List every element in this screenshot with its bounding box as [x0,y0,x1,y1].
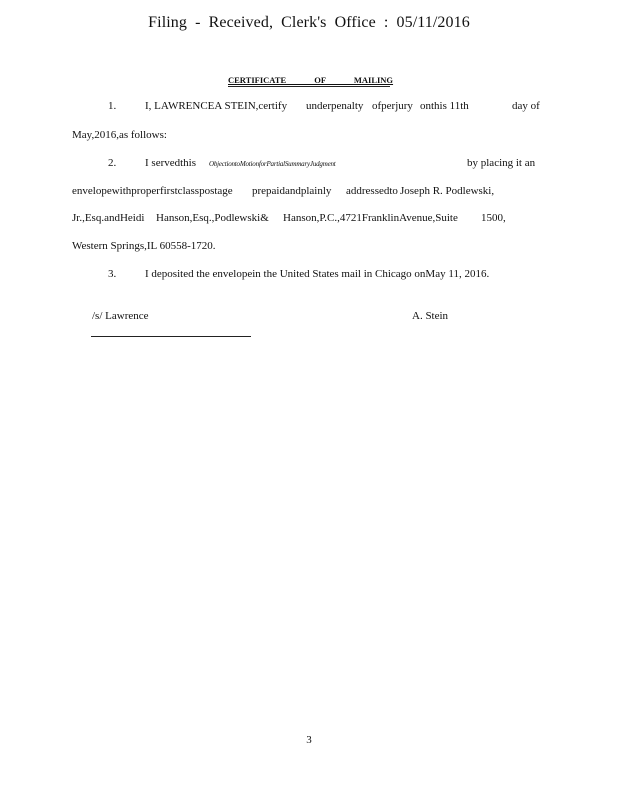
para2-line2-c: addressedto [346,185,398,197]
para2-line2-d: Joseph R. Podlewski, [400,185,495,197]
para2-line3-c: Hanson,P.C.,4721FranklinAvenue,Suite [283,212,458,224]
para2-line2-b: prepaidandplainly [252,185,332,197]
signature-name-left: /s/ Lawrence [92,310,149,322]
para1-line1-b: underpenalty [306,100,364,112]
para2-number: 2. [108,157,117,169]
para2-line3-a: Jr.,Esq.andHeidi [72,212,145,224]
para2-line1-a: I servedthis [145,157,197,169]
para1-line1-d: onthis 11th [420,100,469,112]
para2-line4: Western Springs,IL 60558-1720. [72,240,216,252]
title-underline [228,86,390,87]
signature-name-right: A. Stein [412,310,449,322]
para2-line3-d: 1500, [481,212,506,224]
para1-line1-a: I, LAWRENCEA STEIN,certify [145,100,288,112]
para1-line1-c: ofperjury [372,100,413,112]
para2-line2-a: envelopewithproperfirstclasspostage [72,185,233,197]
para3-number: 3. [108,268,117,280]
document-reference: ObjectiontoMotionforPartialSummaryJudgment [209,160,336,168]
para1-line1-e: day of [512,100,540,112]
signature-line [91,336,251,337]
para1-number: 1. [108,100,117,112]
para3-line1: I deposited the envelopein the United States mail in Chicago onMay 11, 2016. [145,268,490,280]
para2-line1-c: by placing it an [467,157,536,169]
para2-line3-b: Hanson,Esq.,Podlewski& [156,212,269,224]
document-title: CERTIFICATE OF MAILING [228,75,394,85]
filing-header: Filing - Received, Clerk's Office : 05/11/2016 [148,14,470,31]
para1-line2: May,2016,as follows: [72,129,167,141]
page-number: 3 [306,734,312,746]
